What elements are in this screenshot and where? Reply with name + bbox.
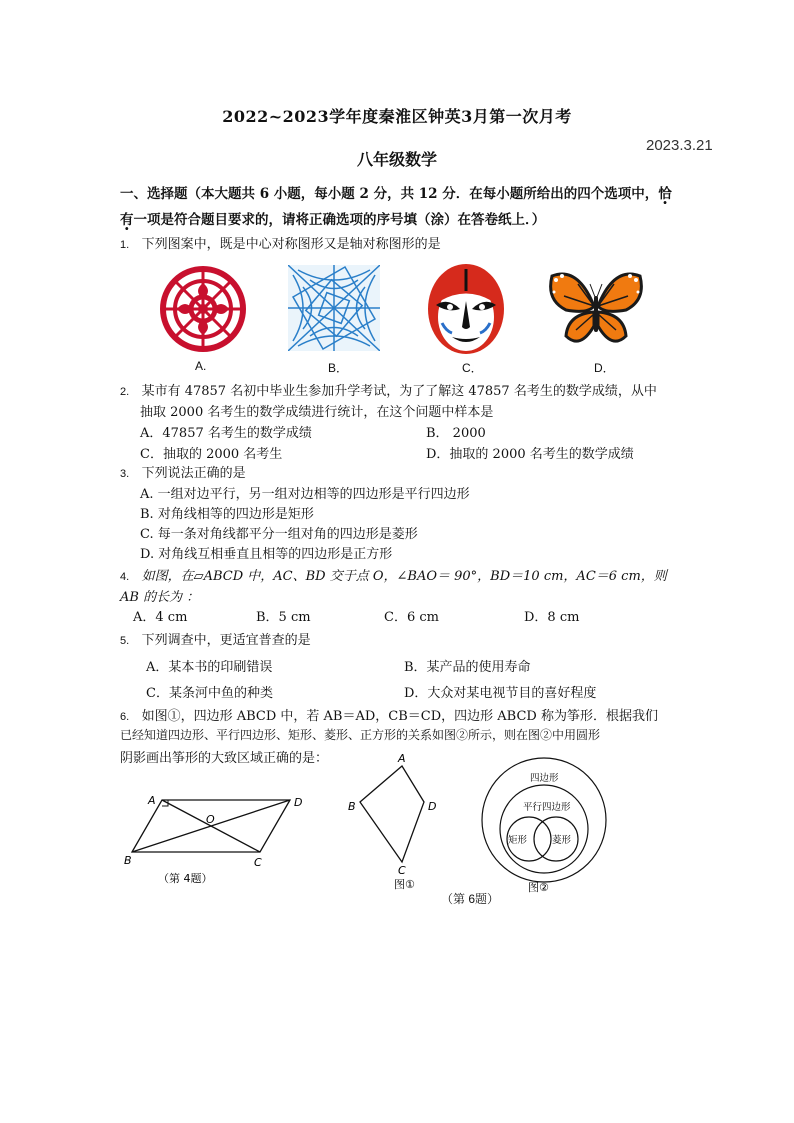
fig4-label-c: C [254,856,262,869]
q6-stem-line3: 阴影画出筝形的大致区域正确的是： [120,751,329,766]
q2-option-a: A．47857 名考生的数学成绩 [140,426,312,441]
venn-label-quadrilateral: 四边形 [530,773,559,784]
q6-kite-figure [340,750,440,890]
q1-option-d: D． [594,361,615,375]
q2-option-b: B． 2000 [426,426,486,441]
q6-stem-line1: 6. 如图①，四边形 ABCD 中，若 AB＝AD，CB＝CD，四边形 ABCD 称为筝形．根据我们 [120,709,658,724]
q4-parallelogram-figure [118,790,308,890]
fig4-caption: （第 4题） [158,872,213,885]
q4-option-c: C．6 cm [384,610,439,625]
q1-option-c: C． [462,361,483,375]
fig6a-caption: 图① [394,878,415,890]
q6-venn-figure [476,756,621,896]
venn-label-rhombus: 菱形 [552,835,572,846]
q4-option-b: B．5 cm [256,610,311,625]
q3-stem: 3. 下列说法正确的是 [120,466,246,481]
q3-option-b: B. 对角线相等的四边形是矩形 [140,507,314,522]
section-heading-line1: 一、选择题（本大题共 6 小题，每小题 2 分，共 12 分．在每小题所给出的四个选项中，恰 [120,186,672,202]
venn-label-parallelogram: 平行四边形 [523,802,571,813]
kite-abcd [360,766,424,862]
q4-option-d: D．8 cm [524,610,580,625]
fig4-label-o: O [206,813,215,826]
q5-option-b: B．某产品的使用寿命 [404,660,531,675]
q4-stem-line1: 4. 如图，在▱ABCD 中，AC、BD 交于点 O，∠BAO＝ 90°，BD＝10 cm，AC＝6 cm，则 [120,569,667,584]
q5-option-d: D．大众对某电视节目的喜好程度 [404,686,597,701]
fig4-label-a: A [148,794,156,807]
q3-option-a: A. 一组对边平行，另一组对边相等的四边形是平行四边形 [140,487,470,502]
section-heading-line2: 有一项是符合题目要求的，请将正确选项的序号填（涂）在答卷纸上．） [120,212,546,228]
q4-option-a: A．4 cm [133,610,188,625]
q2-option-c: C．抽取的 2000 名考生 [140,447,283,462]
fig4-label-d: D [294,796,303,809]
paper-cut-pattern-image [158,265,248,353]
q3-option-d: D. 对角线互相垂直且相等的四边形是正方形 [140,547,393,562]
opera-mask-image [422,261,510,357]
q5-option-c: C．某条河中鱼的种类 [146,686,273,701]
q1-option-a: A. [195,359,207,373]
butterfly-image [548,270,644,352]
q1-stem: 1. 下列图案中，既是中心对称图形又是轴对称图形的是 [120,237,441,252]
q2-option-d: D．抽取的 2000 名考生的数学成绩 [426,447,634,462]
exam-subtitle: 八年级数学 [356,150,437,169]
fig6b-caption: 图② [528,881,549,894]
venn-label-rectangle: 矩形 [508,835,528,846]
exam-date: 2023.3.21 [646,137,713,154]
q5-stem: 5. 下列调查中，更适宜普查的是 [120,633,311,648]
q2-stem-line2: 抽取 2000 名考生的数学成绩进行统计，在这个问题中样本是 [140,405,494,420]
fig6a-label-c: C [398,864,406,877]
spiral-tile-pattern-image [288,265,380,351]
fig4-label-b: B [124,854,132,867]
fig6-caption: （第 6题） [441,892,500,906]
q1-option-b: B． [328,361,349,375]
q4-stem-line2: AB 的长为 ： [120,590,200,605]
exam-title: 2022~2023学年度秦淮区钟英3月第一次月考 [222,107,572,126]
q5-option-a: A．某本书的印刷错误 [146,660,273,675]
q2-stem-line1: 2. 某市有 47857 名初中毕业生参加升学考试，为了了解这 47857 名考生的数学成绩，从中 [120,384,657,399]
fig6a-label-b: B [348,800,356,813]
q6-stem-line2: 已经知道四边形、平行四边形、矩形、菱形、正方形的关系如图②所示，则在图②中用圆形 [120,728,601,742]
fig6a-label-d: D [428,800,437,813]
parallelogram-circle [500,785,588,873]
q3-option-c: C. 每一条对角线都平分一组对角的四边形是菱形 [140,527,418,542]
fig6a-label-a: A [398,752,406,765]
diagonal-bd [132,800,290,852]
